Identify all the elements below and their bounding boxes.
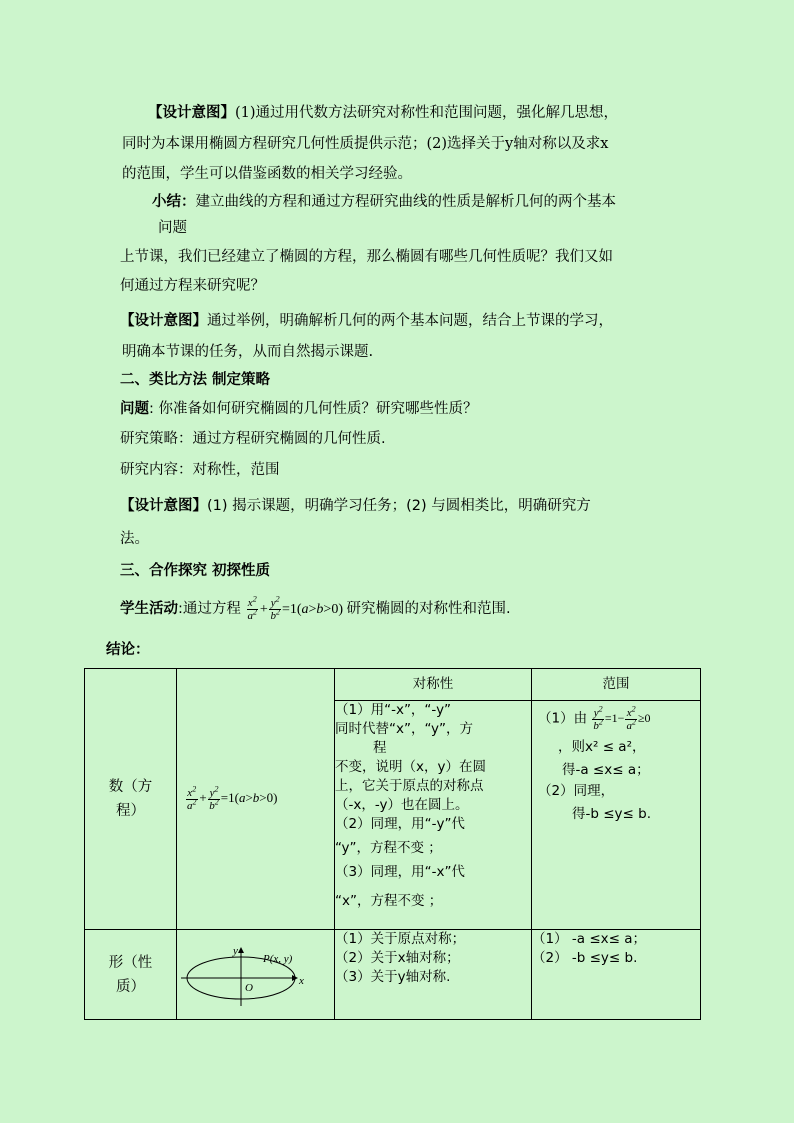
- y-axis-label: y: [233, 944, 238, 957]
- strategy-line: 研究策略：通过方程研究椭圆的几何性质.: [120, 431, 386, 447]
- summary-line2: 问题: [158, 220, 187, 236]
- ellipse-equation: $\frac{x^2}{a^2}$ + $\frac{y^2}{b^2}$ =1(a>b>0): [247, 594, 343, 623]
- summary-line1: 小结：建立曲线的方程和通过方程研究曲线的性质是解析几何的两个基本: [152, 194, 616, 210]
- range-geometry-cell: （1） -a ≤x≤ a； （2） -b ≤y≤ b.: [532, 930, 701, 1020]
- x-axis-label: x: [299, 974, 304, 987]
- ellipse-figure: [179, 942, 335, 1008]
- student-activity-line: 学生活动:通过方程 $\frac{x^2}{a^2}$ + $\frac{y^2}{b^2}$ =1(a>b>0) 研究椭圆的对称性和范围.: [120, 594, 511, 623]
- header-symmetry: 对称性: [335, 669, 532, 701]
- design-intent-2-line2: 明确本节课的任务，从而自然揭示课题.: [122, 344, 374, 360]
- transition-line2: 何通过方程来研究呢？: [120, 278, 265, 294]
- conclusion-label: 结论：: [106, 642, 150, 658]
- design-intent-3-line2: 法。: [120, 531, 149, 547]
- origin-label: O: [245, 981, 253, 994]
- section-2-heading: 二、类比方法 制定策略: [120, 372, 271, 388]
- range-algebra-cell: （1）由 $\frac{y^2}{b^2}$ =1− $\frac{x^2}{a^2}$ ≥0 ，则x² ≤ a²， 得-a ≤x≤ a； （2）同理， 得-b ≤y≤ b.: [532, 701, 701, 930]
- point-p-label: P(x, y): [263, 952, 293, 965]
- content-line: 研究内容：对称性，范围: [120, 462, 280, 478]
- symmetry-algebra-cell: （1）用“-x”，“-y” 同时代替“x”，“y”，方 程 不变，说明（x，y）在圆 上，它关于原点的对称点 （-x，-y）也在圆上。 （2）同理，用“-y”代 “y”，方程不变 ； （3）同理，用“-x”代 “x”，方程不变 ；: [335, 701, 532, 930]
- design-intent-1-line2: 同时为本课用椭圆方程研究几何性质提供示范；(2)选择关于y轴对称以及求x: [122, 136, 609, 152]
- properties-table: [84, 668, 701, 1020]
- row-label-geometry: 形（性 质）: [85, 930, 177, 1020]
- design-intent-3-line1: 【设计意图】(1) 揭示课题，明确学习任务；(2) 与圆相类比，明确研究方: [120, 498, 591, 514]
- design-intent-2-line1: 【设计意图】通过举例，明确解析几何的两个基本问题，结合上节课的学习，: [120, 313, 613, 329]
- header-range: 范围: [532, 669, 701, 701]
- row-label-algebra: 数（方 程）: [85, 669, 177, 930]
- symmetry-geometry-cell: （1）关于原点对称； （2）关于x轴对称； （3）关于y轴对称.: [335, 930, 532, 1020]
- design-intent-1-line1: 【设计意图】(1)通过用代数方法研究对称性和范围问题，强化解几思想，: [148, 105, 619, 121]
- section-3-heading: 三、合作探究 初探性质: [120, 563, 271, 579]
- ellipse-figure-cell: [177, 930, 335, 1020]
- equation-cell: $\frac{x^2}{a^2}$ + $\frac{y^2}{b^2}$ =1(a>b>0): [177, 669, 335, 930]
- design-intent-1-line3: 的范围，学生可以借鉴函数的相关学习经验。: [122, 166, 412, 182]
- question-line: 问题: 你准备如何研究椭圆的几何性质？研究哪些性质？: [120, 401, 478, 417]
- transition-line1: 上节课，我们已经建立了椭圆的方程，那么椭圆有哪些几何性质呢？我们又如: [120, 249, 613, 265]
